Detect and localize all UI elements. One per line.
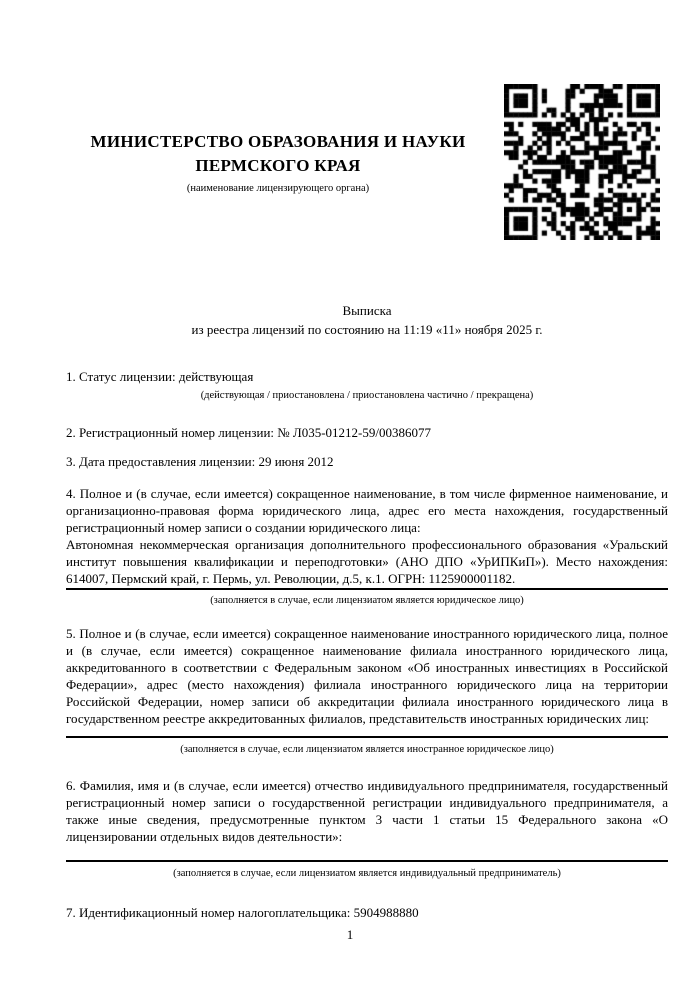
qr-code-icon (504, 84, 660, 240)
item-7-taxpayer-id: 7. Идентификационный номер налогоплательщика: 5904988880 (66, 905, 419, 920)
document-title (66, 301, 668, 339)
item-5-foreign-entity-label: 5. Полное и (в случае, если имеется) сокращенное наименование иностранного юридического лица, полное и (в случае, если имеется) сокращенное наименование филиала иностранного юридического лица, аккредитованного в соответствии с Федеральным законом «Об иностранных инвестициях в Российской Федерации», адрес (место нахождения) филиала иностранного юридического лица на территории Российской Федерации, номер записи об аккредитации филиала иностранного юридического лица в государственном реестре аккредитованных филиалов, представительств иностранных юридических лиц: (66, 626, 668, 726)
ministry-name-line2: ПЕРМСКОГО КРАЯ (195, 156, 361, 175)
item-2-registration-number: 2. Регистрационный номер лицензии: № Л035-01212-59/00386077 (66, 425, 432, 440)
item-5-rule-caption: (заполняется в случае, если лицензиатом является иностранное юридическое лицо) (180, 744, 554, 755)
document-title-line2: из реестра лицензий по состоянию на 11:19 «11» ноября 2025 г. (191, 322, 543, 337)
item-4-legal-entity-label: 4. Полное и (в случае, если имеется) сокращенное наименование, в том числе фирменное наименование, и организационно-правовая форма юридического лица, адрес его места нахождения, государственный регистрационный номер записи о создании юридического лица: (66, 486, 668, 535)
ministry-name-line1: МИНИСТЕРСТВО ОБРАЗОВАНИЯ И НАУКИ (90, 132, 466, 151)
item-4-fill-line (66, 588, 668, 590)
item-5-fill-line (66, 736, 668, 738)
item-6-rule-caption: (заполняется в случае, если лицензиатом является индивидуальный предприниматель) (173, 868, 561, 879)
license-details (66, 368, 668, 921)
item-6-entrepreneur-label: 6. Фамилия, имя и (в случае, если имеется) отчество индивидуального предпринимателя, государственный регистрационный номер записи о государственной регистрации индивидуального предпринимателя, а также иные сведения, предусмотренные пунктом 3 части 1 статьи 15 Федерального закона «О лицензировании отдельных видов деятельности»: (66, 778, 668, 844)
item-6-fill-line (66, 860, 668, 862)
item-4-rule-caption: (заполняется в случае, если лицензиатом является юридическое лицо) (210, 595, 524, 606)
item-1-license-status: 1. Статус лицензии: действующая (66, 369, 254, 384)
document-title-line1: Выписка (342, 303, 392, 318)
item-1-status-options-caption: (действующая / приостановлена / приостановлена частично / прекращена) (200, 390, 534, 401)
item-3-license-grant-date: 3. Дата предоставления лицензии: 29 июня 2012 (66, 454, 334, 469)
licensing-authority-header (66, 130, 490, 195)
licensing-authority-caption: (наименование лицензирующего органа) (186, 183, 370, 194)
page-number: 1 (346, 927, 354, 942)
item-4-legal-entity-value: Автономная некоммерческая организация дополнительного профессионального образования «Уральский институт повышения квалификации и переподготовки» (АНО ДПО «УрИПКиП»). Место нахождения: 614007, Пермский край, г. Пермь, ул. Революции, д.5, к.1. ОГРН: 1125900001182. (66, 537, 668, 586)
